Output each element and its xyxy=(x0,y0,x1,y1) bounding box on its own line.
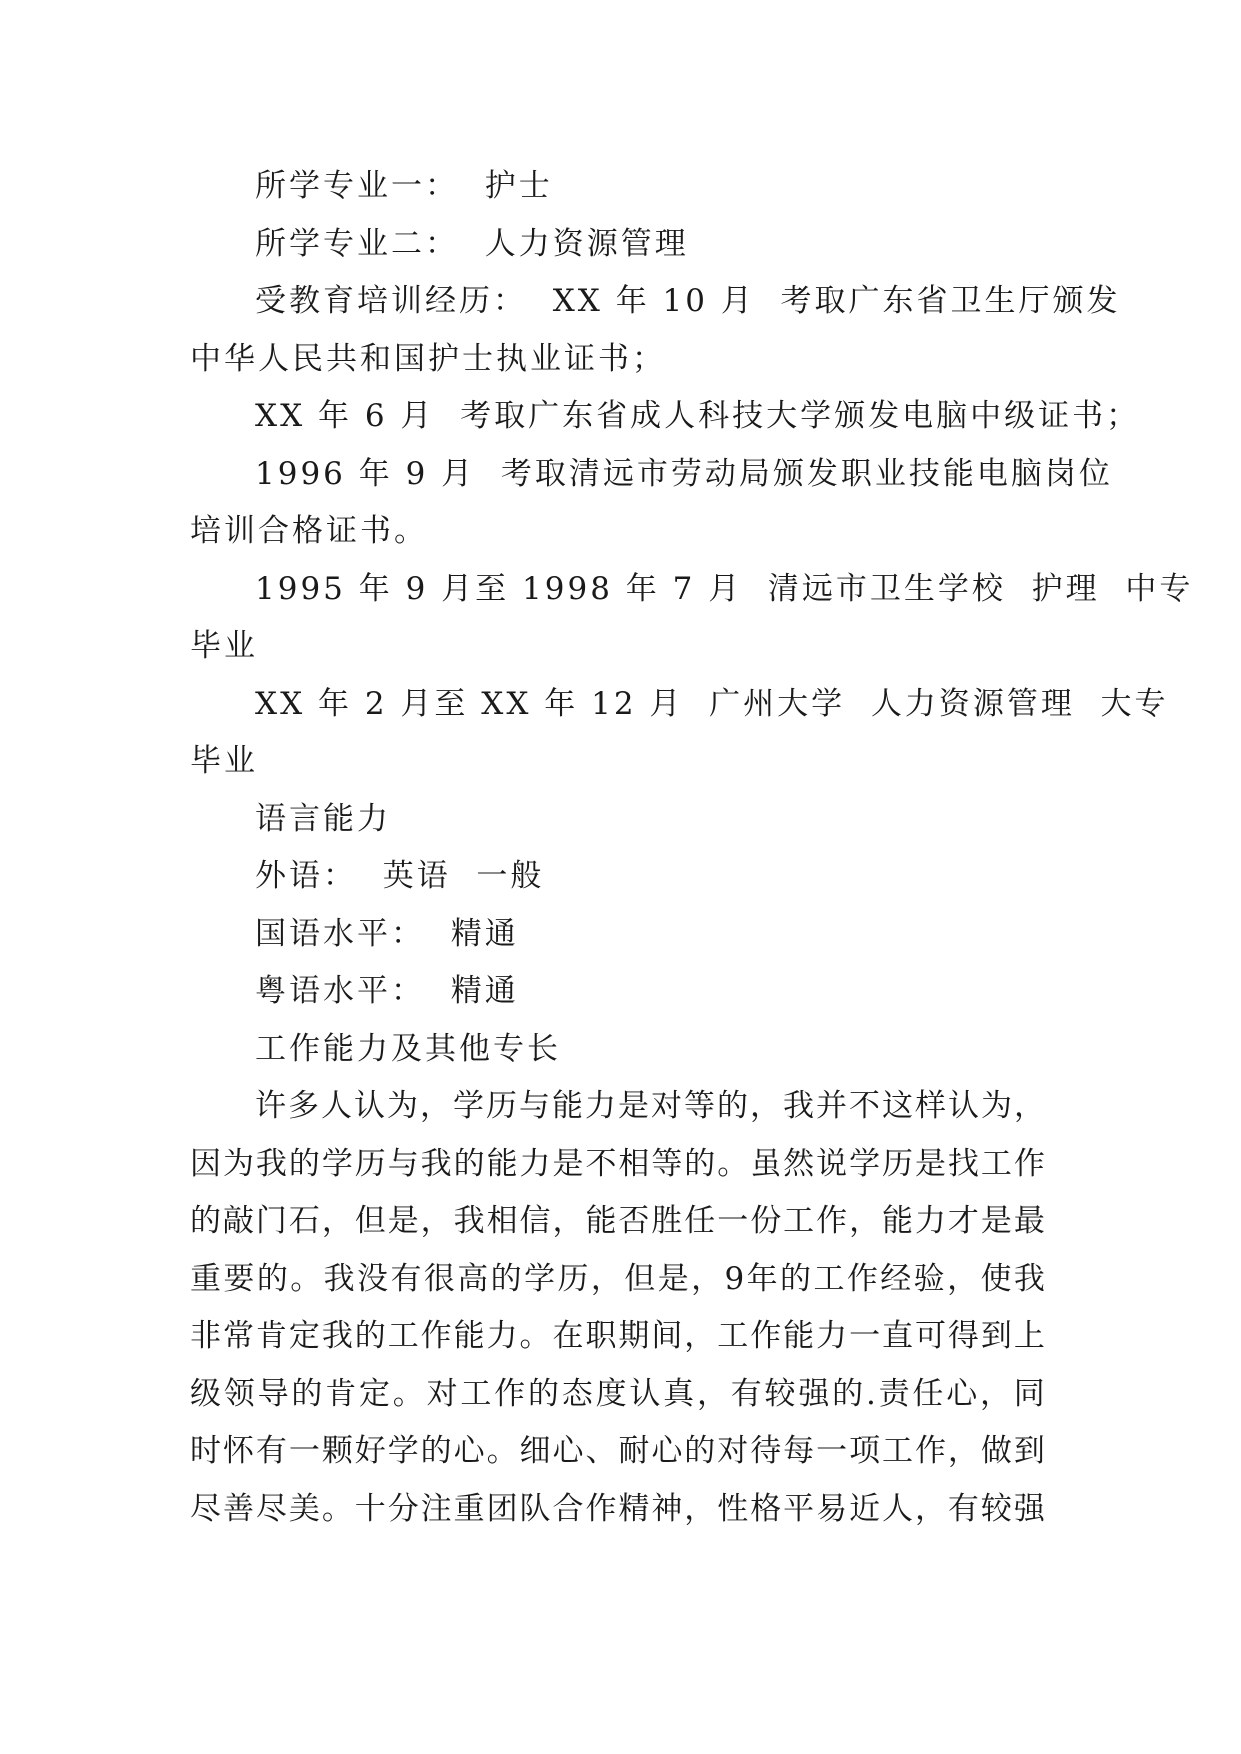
paragraph-line: 因 为 我 的 学 历 与 我 的 能 力 是 不 相 等 的 。 虽 然 说 学 历 是 找 工 作 xyxy=(190,1146,1045,1182)
university-line: XX 年 2 月至 XX 年 12 月 广州大学 人力资源管理 大专 xyxy=(255,686,1169,722)
paragraph-line: 时 怀 有 一 颗 好 学 的 心 。 细 心 、 耐 心 的 对 待 每 一 项 工 作 ， 做 到 xyxy=(190,1433,1045,1469)
school-health-line-cont: 毕业 xyxy=(190,628,258,664)
certificate-computer-line: XX 年 6 月 考取广东省成人科技大学颁发电脑中级证书； xyxy=(255,398,1141,434)
language-heading: 语言能力 xyxy=(255,801,391,837)
major-one-line: 所学专业一： 护士 xyxy=(255,168,553,204)
work-ability-heading: 工作能力及其他专长 xyxy=(255,1031,561,1067)
certificate-labor-line-cont: 培训合格证书。 xyxy=(190,513,428,549)
cantonese-level-line: 粤语水平： 精通 xyxy=(255,973,519,1009)
university-line-cont: 毕业 xyxy=(190,743,258,779)
paragraph-line: 许 多 人 认 为 ， 学 历 与 能 力 是 对 等 的 ， 我 并 不 这 样 认 为 ， xyxy=(255,1088,1045,1124)
paragraph-line: 重 要 的 。 我 没 有 很 高 的 学 历 ， 但 是 ， 9 年 的 工 作 经 验 ， 使 我 xyxy=(190,1261,1045,1297)
education-training-line-cont: 中华人民共和国护士执业证书； xyxy=(190,341,666,377)
school-health-line: 1995 年 9 月至 1998 年 7 月 清远市卫生学校 护理 中专 xyxy=(255,571,1194,607)
paragraph-line: 级 领 导 的 肯 定 。 对 工 作 的 态 度 认 真 ， 有 较 强 的 . 责 任 心 ， 同 xyxy=(190,1376,1045,1412)
paragraph-line: 非 常 肯 定 我 的 工 作 能 力 。 在 职 期 间 ， 工 作 能 力 一 直 可 得 到 上 xyxy=(190,1318,1045,1354)
foreign-language-line: 外语： 英语 一般 xyxy=(255,858,545,894)
major-two-line: 所学专业二： 人力资源管理 xyxy=(255,226,689,262)
paragraph-line: 尽 善 尽 美 。 十 分 注 重 团 队 合 作 精 神 ， 性 格 平 易 近 人 ， 有 较 强 xyxy=(190,1491,1045,1527)
education-training-line: 受教育培训经历： XX 年 10 月 考取广东省卫生厅颁发 xyxy=(255,283,1121,319)
certificate-labor-line: 1996 年 9 月 考取清远市劳动局颁发职业技能电脑岗位 xyxy=(255,456,1113,492)
paragraph-line: 的 敲 门 石 ， 但 是 ， 我 相 信 ， 能 否 胜 任 一 份 工 作 ， 能 力 才 是 最 xyxy=(190,1203,1045,1239)
mandarin-level-line: 国语水平： 精通 xyxy=(255,916,519,952)
